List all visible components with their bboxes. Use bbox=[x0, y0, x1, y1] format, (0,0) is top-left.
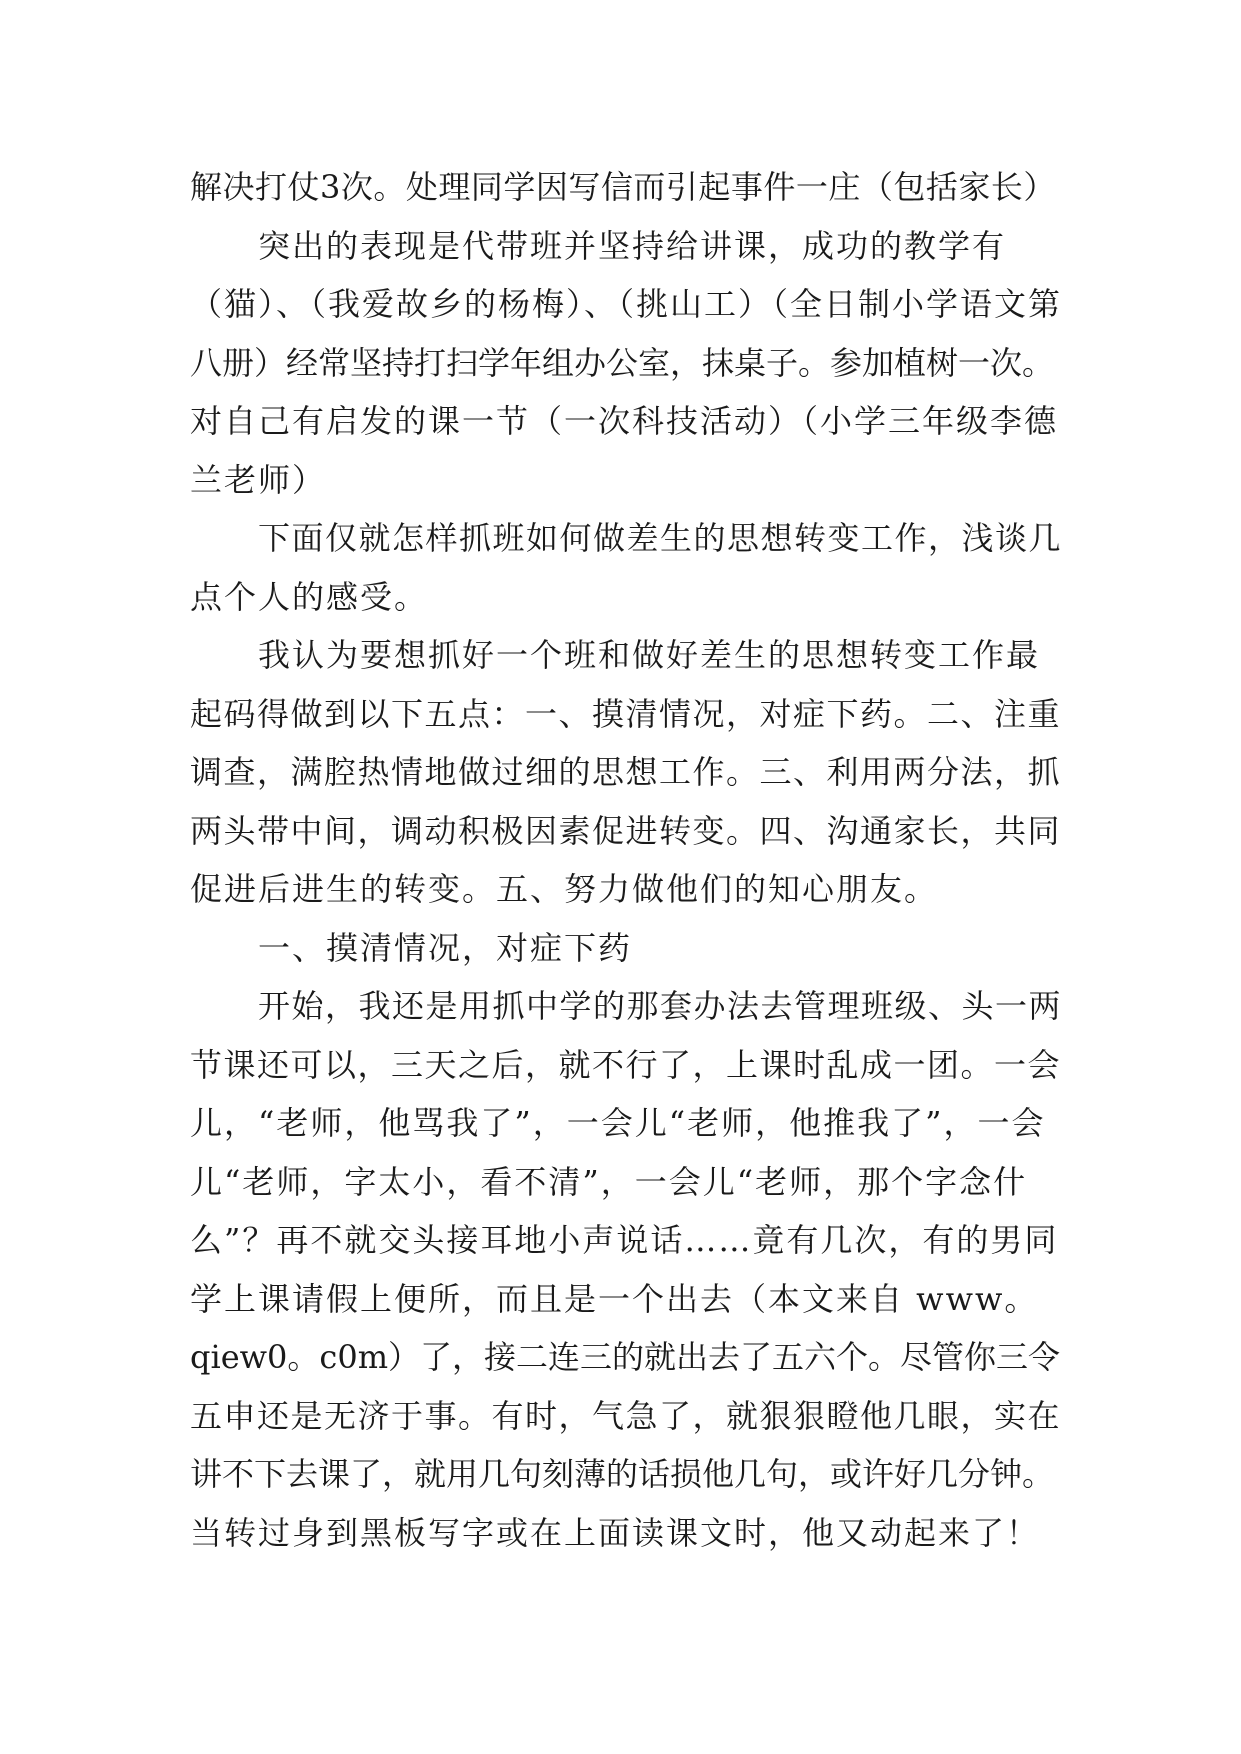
text-line-5: 对自己有启发的课一节（一次科技活动）（小学三年级李德 bbox=[190, 402, 1059, 440]
text-line-12: 两头带中间，调动积极因素促进转变。四、沟通家长，共同 bbox=[190, 811, 1062, 850]
text-line-7: 下面仅就怎样抓班如何做差生的思想转变工作，浅谈几 bbox=[258, 519, 1063, 557]
text-line-23: 讲不下去课了，就用几句刻薄的话损他几句，或许好几分钟。 bbox=[190, 1455, 1055, 1493]
document-body bbox=[190, 158, 1062, 1562]
text-line-9: 我认为要想抓好一个班和做好差生的思想转变工作最 bbox=[258, 636, 1041, 674]
text-line-1: 解决打仗3次。处理同学因写信而引起事件一庄（包括家长） bbox=[190, 168, 1056, 206]
text-line-13: 促进后进生的转变。五、努力做他们的知心朋友。 bbox=[190, 870, 939, 908]
text-line-8: 点个人的感受。 bbox=[190, 577, 429, 616]
text-line-11: 调查，满腔热情地做过细的思想工作。三、利用两分法，抓 bbox=[190, 753, 1062, 791]
text-line-20: 学上课请假上便所，而且是一个出去（本文来自 www。 bbox=[190, 1279, 1039, 1318]
text-line-21: qiew0。c0m）了，接二连三的就出去了五六个。尽管你三令 bbox=[190, 1338, 1061, 1376]
text-line-4: 八册）经常坚持打扫学年组办公室，抹桌子。参加植树一次。 bbox=[190, 343, 1055, 382]
text-line-24: 当转过身到黑板写字或在上面读课文时，他又动起来了！ bbox=[190, 1513, 1041, 1552]
section-heading: 一、摸清情况，对症下药 bbox=[258, 928, 633, 967]
text-line-19: 么”？再不就交头接耳地小声说话……竟有几次，有的男同 bbox=[190, 1221, 1059, 1259]
text-line-3: （猫）、（我爱故乡的杨梅）、（挑山工）（全日制小学语文第 bbox=[190, 285, 1063, 323]
text-line-6: 兰老师） bbox=[190, 460, 327, 499]
text-line-17: 儿，“老师，他骂我了”，一会儿“老师，他推我了”，一会 bbox=[190, 1104, 1046, 1142]
text-line-18: 儿“老师，字太小，看不清”，一会儿“老师，那个字念什 bbox=[190, 1162, 1028, 1201]
text-line-16: 节课还可以，三天之后，就不行了，上课时乱成一团。一会 bbox=[190, 1045, 1062, 1084]
text-line-15: 开始，我还是用抓中学的那套办法去管理班级、头一两 bbox=[258, 987, 1063, 1025]
text-line-10: 起码得做到以下五点：一、摸清情况，对症下药。二、注重 bbox=[190, 694, 1062, 733]
text-line-22: 五申还是无济于事。有时，气急了，就狠狠瞪他几眼，实在 bbox=[190, 1396, 1062, 1435]
text-line-2: 突出的表现是代带班并坚持给讲课，成功的教学有 bbox=[258, 226, 1007, 265]
